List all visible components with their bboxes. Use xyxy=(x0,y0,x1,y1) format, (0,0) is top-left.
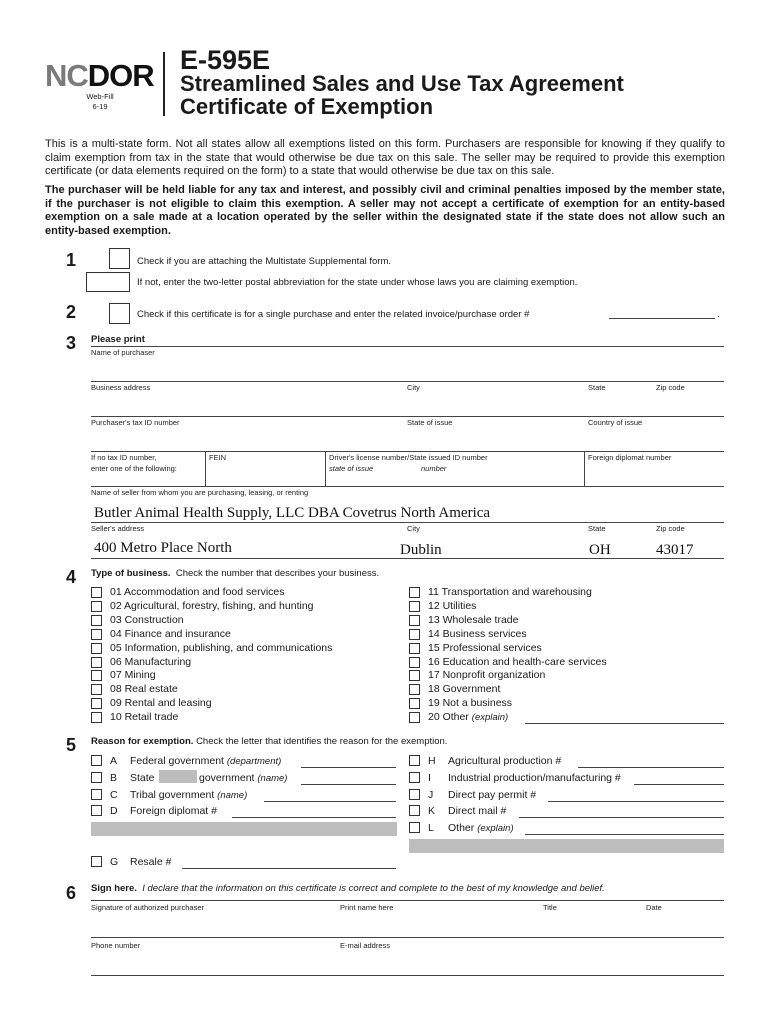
intro-paragraph: This is a multi-state form. Not all states allow all exemptions listed on this form. Purchasers are responsible for knowing if they qualify to claim exemption from tax in the state that would otherwise be due tax on this sale. The seller may be required to provide this exemption certificate (or data elements required on the form) to a state that would otherwise be due tax on this sale. xyxy=(45,138,725,178)
rule xyxy=(91,937,724,938)
business-type-13-checkbox[interactable] xyxy=(409,615,420,626)
reason-b-label: State xyxy=(130,772,155,784)
single-purchase-label: Check if this certificate is for a single purchase and enter the related invoice/purchase order # xyxy=(137,309,530,320)
zip-code-field[interactable] xyxy=(656,394,724,414)
reason-i-label: Industrial production/manufacturing # xyxy=(448,772,621,784)
seller-name-value[interactable]: Butler Animal Health Supply, LLC DBA Covetrus North America xyxy=(94,505,491,521)
reason-d-label: Foreign diplomat # xyxy=(130,805,217,817)
foreign-diplomat-number-field[interactable] xyxy=(588,466,724,484)
rule xyxy=(91,451,724,452)
business-type-02-label: 02 Agricultural, forestry, fishing, and hunting xyxy=(110,599,314,612)
business-type-13-label: 13 Wholesale trade xyxy=(428,613,519,626)
seller-state-value[interactable]: OH xyxy=(589,542,611,558)
email-address-field[interactable] xyxy=(340,952,724,972)
invoice-number-field[interactable] xyxy=(609,318,715,319)
business-type-05-checkbox[interactable] xyxy=(91,643,102,654)
tax-id-state-field[interactable] xyxy=(407,429,582,449)
shaded-bar xyxy=(409,839,724,853)
divider xyxy=(325,451,326,486)
foreign-diplomat-field[interactable] xyxy=(232,817,396,818)
city-label: City xyxy=(407,383,420,392)
seller-address-value[interactable]: 400 Metro Place North xyxy=(94,540,232,556)
state-government-name-field[interactable] xyxy=(301,784,396,785)
business-type-15-label: 15 Professional services xyxy=(428,641,542,654)
email-address-label: E-mail address xyxy=(340,941,391,950)
logo-dor: DOR xyxy=(87,58,154,93)
state-field[interactable] xyxy=(588,394,650,414)
business-type-15-checkbox[interactable] xyxy=(409,643,420,654)
section-2-number: 2 xyxy=(66,302,77,322)
business-address-label: Business address xyxy=(91,383,151,392)
business-type-03-checkbox[interactable] xyxy=(91,615,102,626)
reason-l-letter: L xyxy=(428,822,434,834)
rule xyxy=(91,381,724,382)
reason-l-label: Other xyxy=(448,822,475,834)
business-type-01-label: 01 Accommodation and food services xyxy=(110,586,285,598)
reason-h-label: Agricultural production # xyxy=(448,755,562,767)
period-mark: . xyxy=(717,309,720,320)
fein-field[interactable] xyxy=(209,466,323,484)
state-name-field[interactable] xyxy=(159,770,197,783)
logo-nc: NC xyxy=(45,58,88,93)
business-type-14-checkbox[interactable] xyxy=(409,629,420,640)
reason-a-checkbox[interactable] xyxy=(91,755,102,766)
business-type-17-label: 17 Nonprofit organization xyxy=(428,669,546,682)
agricultural-production-field[interactable] xyxy=(578,767,724,768)
reason-h-letter: H xyxy=(428,755,436,767)
signature-field[interactable] xyxy=(91,914,331,934)
no-tax-id-label-1: If no tax ID number, xyxy=(91,453,157,462)
single-purchase-checkbox[interactable] xyxy=(109,303,130,324)
reason-c-letter: C xyxy=(110,789,118,801)
reason-c-note: (name) xyxy=(217,790,248,801)
business-type-12-checkbox[interactable] xyxy=(409,601,420,612)
rule xyxy=(91,900,724,901)
type-of-business-instruction: Check the number that describes your business. xyxy=(175,568,380,579)
rule xyxy=(91,975,724,976)
rule xyxy=(91,522,724,523)
multistate-supplemental-checkbox[interactable] xyxy=(109,248,130,269)
date-label: Date xyxy=(646,903,662,912)
reason-c-checkbox[interactable] xyxy=(91,789,102,800)
shaded-bar xyxy=(91,822,397,836)
direct-mail-field[interactable] xyxy=(519,817,724,818)
business-type-02-checkbox[interactable] xyxy=(91,601,102,612)
business-type-03-label: 03 Construction xyxy=(110,613,184,626)
form-number: E-595E xyxy=(180,45,271,75)
seller-city-label: City xyxy=(407,524,420,533)
business-type-20-label: 20 Other xyxy=(428,711,469,723)
drivers-license-field[interactable] xyxy=(329,474,579,486)
no-tax-id-label-2: enter one of the following: xyxy=(91,464,177,473)
business-type-09-label: 09 Rental and leasing xyxy=(110,697,212,710)
industrial-production-field[interactable] xyxy=(634,784,724,785)
reason-l-checkbox[interactable] xyxy=(409,822,420,833)
business-type-04-label: 04 Finance and insurance xyxy=(110,627,231,640)
ncdor-logo xyxy=(45,60,154,91)
state-abbreviation-field[interactable] xyxy=(86,272,130,292)
divider xyxy=(205,451,206,486)
reason-j-checkbox[interactable] xyxy=(409,789,420,800)
reason-l-note: (explain) xyxy=(477,823,514,834)
seller-city-value[interactable]: Dublin xyxy=(400,542,442,558)
rule xyxy=(91,346,724,347)
header-divider xyxy=(163,52,165,116)
seller-address-label: Seller's address xyxy=(91,524,145,533)
warning-paragraph: The purchaser will be held liable for any tax and interest, and possibly civil and criminal penalties imposed by the member state, if the purchaser is not eligible to claim this exemption. A seller may not accept a certificate of exemption for an entity-based exemption on a sale made at a location operated by the seller within the designated state if the state does not allow such an entity-based exemption. xyxy=(45,184,725,237)
other-explain-note: (explain) xyxy=(471,712,509,723)
reason-a-label: Federal government xyxy=(130,755,224,767)
sign-here-title: Sign here. xyxy=(91,883,137,894)
reason-k-label: Direct mail # xyxy=(448,805,507,817)
state-abbreviation-label: If not, enter the two-letter postal abbreviation for the state under whose laws you are claiming exemption. xyxy=(137,277,578,288)
seller-name-label: Name of seller from whom you are purchasing, leasing, or renting xyxy=(91,488,309,497)
multistate-supplemental-label: Check if you are attaching the Multistate Supplemental form. xyxy=(137,256,391,267)
print-name-field[interactable] xyxy=(340,914,536,934)
type-of-business-heading xyxy=(91,569,379,579)
reason-b-government: government xyxy=(199,772,255,784)
business-type-05-label: 05 Information, publishing, and communications xyxy=(110,641,333,654)
seller-state-label: State xyxy=(588,524,606,533)
tribal-government-name-field[interactable] xyxy=(264,801,396,802)
reason-b-letter: B xyxy=(110,772,118,784)
fein-label: FEIN xyxy=(209,453,227,462)
form-title-line2: Certificate of Exemption xyxy=(180,94,434,119)
business-type-08-checkbox[interactable] xyxy=(91,684,102,695)
business-type-19-label: 19 Not a business xyxy=(428,697,513,710)
reason-d-letter: D xyxy=(110,805,118,817)
business-type-20-checkbox[interactable] xyxy=(409,712,420,723)
reason-g-checkbox[interactable] xyxy=(91,856,102,867)
reason-for-exemption-heading xyxy=(91,737,447,747)
reason-a-note: (department) xyxy=(226,756,282,767)
reason-title: Reason for exemption. xyxy=(91,736,194,747)
seller-zip-value[interactable]: 43017 xyxy=(656,542,694,558)
business-type-14-label: 14 Business services xyxy=(428,627,527,640)
business-type-11-label: 11 Transportation and warehousing xyxy=(428,586,592,598)
reason-h-checkbox[interactable] xyxy=(409,755,420,766)
section-4-number: 4 xyxy=(66,567,77,587)
business-type-12-label: 12 Utilities xyxy=(428,599,477,612)
reason-i-checkbox[interactable] xyxy=(409,772,420,783)
business-type-18-label: 18 Government xyxy=(428,683,501,696)
state-label: State xyxy=(588,383,606,392)
seller-zip-label: Zip code xyxy=(656,524,685,533)
business-type-06-label: 06 Manufacturing xyxy=(110,655,192,668)
tax-id-label: Purchaser's tax ID number xyxy=(91,418,180,427)
business-type-18-checkbox[interactable] xyxy=(409,684,420,695)
sign-here-line xyxy=(91,884,605,894)
business-type-06-checkbox[interactable] xyxy=(91,657,102,668)
zip-code-label: Zip code xyxy=(656,383,685,392)
web-fill-label: Web-Fill xyxy=(86,92,114,101)
business-type-16-label: 16 Education and health-care services xyxy=(428,655,607,668)
business-type-01-checkbox[interactable] xyxy=(91,587,102,598)
section-5-number: 5 xyxy=(66,735,77,755)
name-of-purchaser-label: Name of purchaser xyxy=(91,348,155,357)
section-1-number: 1 xyxy=(66,250,77,270)
reason-b-note: (name) xyxy=(257,773,288,784)
reason-g-label: Resale # xyxy=(130,856,172,868)
reason-instruction: Check the letter that identifies the reason for the exemption. xyxy=(196,736,448,747)
other-reason-field[interactable] xyxy=(525,834,724,835)
reason-d-checkbox[interactable] xyxy=(91,805,102,816)
business-type-17-checkbox[interactable] xyxy=(409,670,420,681)
reason-c-label: Tribal government xyxy=(130,789,215,801)
rule xyxy=(91,558,724,559)
version-label: 6-19 xyxy=(92,102,108,111)
type-of-business-title: Type of business. xyxy=(91,568,171,579)
dl-number-label: number xyxy=(421,464,447,473)
business-address-field[interactable] xyxy=(91,394,401,414)
business-type-19-checkbox[interactable] xyxy=(409,698,420,709)
rule xyxy=(91,486,724,487)
federal-department-field[interactable] xyxy=(301,767,396,768)
form-title-line1: Streamlined Sales and Use Tax Agreement xyxy=(180,71,624,96)
date-field[interactable] xyxy=(646,914,724,934)
reason-g-letter: G xyxy=(110,856,119,868)
phone-number-field[interactable] xyxy=(91,952,331,972)
reason-j-label: Direct pay permit # xyxy=(448,789,537,801)
business-type-11-checkbox[interactable] xyxy=(409,587,420,598)
title-field[interactable] xyxy=(543,914,639,934)
tax-id-field[interactable] xyxy=(91,429,401,449)
business-type-07-checkbox[interactable] xyxy=(91,670,102,681)
section-3-number: 3 xyxy=(66,333,77,353)
foreign-diplomat-number-label: Foreign diplomat number xyxy=(588,453,672,462)
reason-b-checkbox[interactable] xyxy=(91,772,102,783)
section-6-number: 6 xyxy=(66,883,77,903)
business-type-08-label: 08 Real estate xyxy=(110,683,178,696)
title-label: Title xyxy=(543,903,557,912)
rule xyxy=(91,416,724,417)
purchaser-name-field[interactable] xyxy=(91,360,724,380)
drivers-license-label: Driver's license number/State issued ID number xyxy=(329,453,488,462)
business-type-10-checkbox[interactable] xyxy=(91,712,102,723)
business-type-09-checkbox[interactable] xyxy=(91,698,102,709)
print-name-label: Print name here xyxy=(340,903,394,912)
country-of-issue-label: Country of issue xyxy=(588,418,643,427)
reason-k-letter: K xyxy=(428,805,436,817)
business-type-10-label: 10 Retail trade xyxy=(110,711,179,724)
reason-a-letter: A xyxy=(110,755,118,767)
web-fill-version xyxy=(80,92,120,112)
business-type-07-label: 07 Mining xyxy=(110,669,156,682)
business-type-16-checkbox[interactable] xyxy=(409,657,420,668)
business-type-04-checkbox[interactable] xyxy=(91,629,102,640)
state-of-issue-label: State of issue xyxy=(407,418,453,427)
reason-i-letter: I xyxy=(428,772,431,784)
direct-pay-permit-field[interactable] xyxy=(548,801,724,802)
phone-number-label: Phone number xyxy=(91,941,141,950)
signature-label: Signature of authorized purchaser xyxy=(91,903,204,912)
other-business-field[interactable] xyxy=(525,723,724,724)
resale-number-field[interactable] xyxy=(182,868,396,869)
divider xyxy=(584,451,585,486)
city-field[interactable] xyxy=(407,394,582,414)
declaration-text: I declare that the information on this certificate is correct and complete to the best of my knowledge and belief. xyxy=(142,883,605,894)
reason-j-letter: J xyxy=(428,789,434,801)
please-print-heading: Please print xyxy=(91,334,145,345)
reason-k-checkbox[interactable] xyxy=(409,805,420,816)
tax-id-country-field[interactable] xyxy=(588,429,724,449)
dl-state-of-issue-label: state of issue xyxy=(329,464,374,473)
